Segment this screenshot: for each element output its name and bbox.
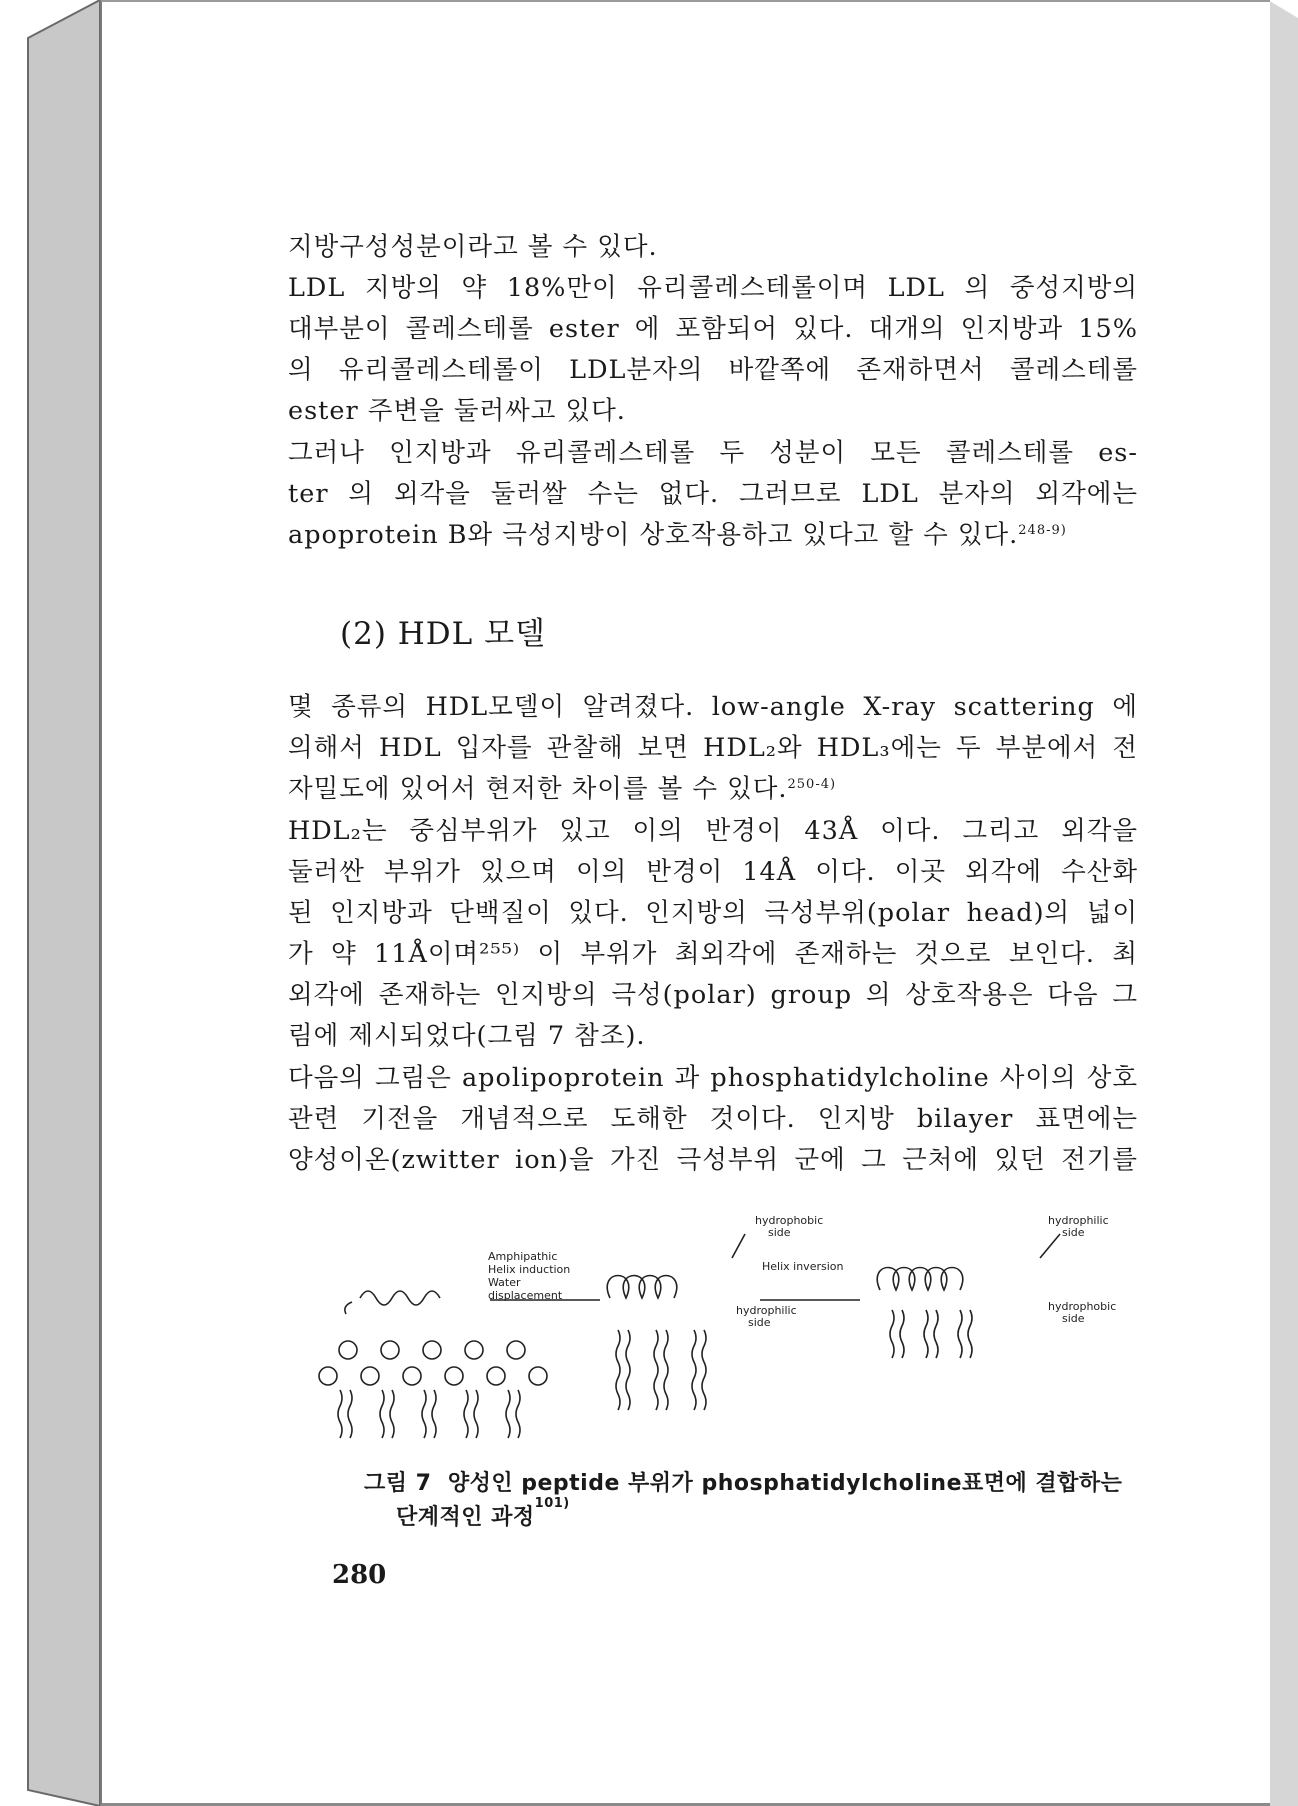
lipid-head [487, 1367, 505, 1385]
text-line: 의해서 HDL 입자를 관찰해 보면 HDL₂와 HDL₃에는 두 부분에서 전 [288, 733, 1138, 763]
fig-label: side [768, 1226, 791, 1239]
lipid-tail [664, 1330, 668, 1410]
lipid-head [339, 1341, 357, 1359]
text-line: LDL 지방의 약 18%만이 유리콜레스테롤이며 LDL 의 중성지방의 [288, 273, 1138, 303]
lipid-head [403, 1367, 421, 1385]
lipid-tail [506, 1390, 510, 1438]
lipid-tail [890, 1310, 894, 1358]
fig-label: side [748, 1316, 771, 1329]
section-heading: (2) HDL 모델 [340, 616, 546, 652]
figure-caption-line2 [396, 1496, 570, 1531]
text-line: 둘러싼 부위가 있으며 이의 반경이 14Å 이다. 이곳 외각에 수산화 [288, 857, 1138, 887]
lipid-tail [464, 1390, 468, 1438]
lipid-tail [474, 1390, 478, 1438]
text-line: 지방구성성분이라고 볼 수 있다. [288, 232, 658, 262]
text-line [288, 770, 1138, 808]
lipid-tail [626, 1330, 630, 1410]
fig-label: hydrophilic [736, 1304, 797, 1317]
lipid-tail [390, 1390, 394, 1438]
lipid-tail [422, 1390, 426, 1438]
fig-label: displacement [488, 1289, 563, 1302]
helix-loops-2 [877, 1268, 963, 1291]
pointer-line [1040, 1234, 1060, 1258]
lipid-tail [958, 1310, 962, 1358]
fig-label: hydrophobic [1048, 1300, 1117, 1313]
lipid-head [381, 1341, 399, 1359]
text-line: 가 약 11Å이며²⁵⁵⁾ 이 부위가 최외각에 존재하는 것으로 보인다. 최 [288, 939, 1138, 969]
lipid-tail [692, 1330, 696, 1410]
lipid-head [445, 1367, 463, 1385]
text-line: 관련 기전을 개념적으로 도해한 것이다. 인지방 bilayer 표면에는 [288, 1104, 1138, 1134]
lipid-tail [432, 1390, 436, 1438]
helix-loops-1 [607, 1276, 677, 1299]
text-line-body: 자밀도에 있어서 현저한 차이를 볼 수 있다. [288, 774, 788, 804]
figure-caption-text: 단계적인 과정 [396, 1505, 535, 1530]
figure-caption-label: 그림 7 [364, 1471, 432, 1496]
lipid-tail [338, 1390, 342, 1438]
fig-label: Helix induction [488, 1263, 571, 1276]
lipid-head [465, 1341, 483, 1359]
lipid-tail [934, 1310, 938, 1358]
peptide-end [345, 1302, 352, 1314]
lipid-head [361, 1367, 379, 1385]
fig-label: Water [488, 1276, 521, 1289]
text-line: 다음의 그림은 apolipoprotein 과 phosphatidylcholine 사이의 상호 [288, 1063, 1138, 1093]
fig-label: side [1062, 1226, 1085, 1239]
page-number: 280 [332, 1560, 387, 1590]
lipid-tail [654, 1330, 658, 1410]
pointer-line [732, 1234, 745, 1258]
text-line: 된 인지방과 단백질이 있다. 인지방의 극성부위(polar head)의 넓이 [288, 898, 1138, 928]
fig-label: hydrophilic [1048, 1214, 1109, 1227]
lipid-head [507, 1341, 525, 1359]
text-line: 의 유리콜레스테롤이 LDL분자의 바깥쪽에 존재하면서 콜레스테롤 [288, 355, 1138, 385]
figure-caption-line1 [364, 1466, 1122, 1497]
fig-label: Helix inversion [762, 1260, 844, 1273]
fig-label: Amphipathic [488, 1250, 558, 1263]
text-line: HDL₂는 중심부위가 있고 이의 반경이 43Å 이다. 그리고 외각을 [288, 816, 1138, 846]
figure-7-svg [300, 1210, 1130, 1460]
lipid-tail [516, 1390, 520, 1438]
text-line: 림에 제시되었다(그림 7 참조). [288, 1021, 646, 1051]
fig-label: hydrophobic [755, 1214, 824, 1227]
citation-ref: 248-9) [1018, 523, 1067, 538]
text-line: 그러나 인지방과 유리콜레스테롤 두 성분이 모든 콜레스테롤 es- [288, 438, 1138, 468]
lipid-tail [380, 1390, 384, 1438]
text-line: 몇 종류의 HDL모델이 알려졌다. low-angle X-ray scattering 에 [288, 692, 1138, 722]
peptide-squiggle [360, 1291, 440, 1305]
figure-caption-text: 양성인 peptide 부위가 phosphatidylcholine표면에 결합하는 [447, 1471, 1123, 1496]
lipid-tail [348, 1390, 352, 1438]
figure-7-diagram [300, 1210, 1130, 1460]
fig-label: side [1062, 1312, 1085, 1325]
citation-ref: 250-4) [787, 777, 837, 792]
lipid-head [529, 1367, 547, 1385]
citation-ref: 101) [534, 1496, 570, 1511]
lipid-head [423, 1341, 441, 1359]
text-line: ter 의 외각을 둘러쌀 수는 없다. 그러므로 LDL 분자의 외각에는 [288, 479, 1138, 509]
text-line-body: apoprotein B와 극성지방이 상호작용하고 있다고 할 수 있다. [288, 520, 1019, 550]
lipid-tail [616, 1330, 620, 1410]
text-line: ester 주변을 둘러싸고 있다. [288, 396, 626, 426]
lipid-tail [900, 1310, 904, 1358]
lipid-head [319, 1367, 337, 1385]
lipid-tail [702, 1330, 706, 1410]
lipid-tail [968, 1310, 972, 1358]
text-line: 외각에 존재하는 인지방의 극성(polar) group 의 상호작용은 다음 그 [288, 980, 1138, 1010]
text-line [288, 516, 1138, 554]
lipid-tail [924, 1310, 928, 1358]
text-line: 대부분이 콜레스테롤 ester 에 포함되어 있다. 대개의 인지방과 15% [288, 314, 1138, 344]
text-line: 양성이온(zwitter ion)을 가진 극성부위 군에 그 근처에 있던 전기를 [288, 1145, 1138, 1175]
